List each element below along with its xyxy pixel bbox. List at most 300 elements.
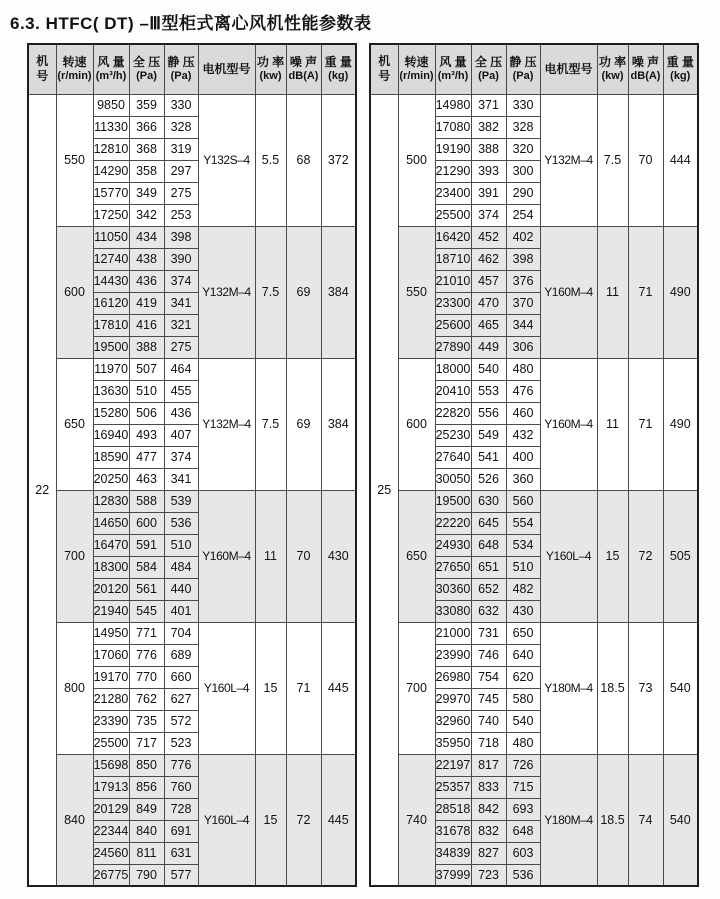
airflow-cell: 13630 xyxy=(93,380,129,402)
total-pressure-cell: 371 xyxy=(471,94,506,116)
static-pressure-cell: 728 xyxy=(164,798,198,820)
motor-model-cell: Y160M–4 xyxy=(540,226,597,358)
col-header-label: 电机型号 xyxy=(544,61,593,76)
static-pressure-cell: 726 xyxy=(506,754,540,776)
total-pressure-cell: 832 xyxy=(471,820,506,842)
col-header-unit: dB(A) xyxy=(288,69,319,82)
col-header-label: 电机型号 xyxy=(202,61,251,76)
noise-cell: 69 xyxy=(286,358,321,490)
col-header-label: 风 量 xyxy=(97,54,125,69)
col-header-label: 静 压 xyxy=(167,54,195,69)
power-cell: 15 xyxy=(255,754,286,886)
static-pressure-cell: 476 xyxy=(506,380,540,402)
static-pressure-cell: 539 xyxy=(164,490,198,512)
col-header-motor-model xyxy=(198,44,255,94)
airflow-cell: 11050 xyxy=(93,226,129,248)
airflow-cell: 30050 xyxy=(435,468,471,490)
static-pressure-cell: 432 xyxy=(506,424,540,446)
total-pressure-cell: 561 xyxy=(129,578,164,600)
weight-cell: 490 xyxy=(663,358,698,490)
table-row xyxy=(370,754,698,776)
motor-model-cell: Y180M–4 xyxy=(540,622,597,754)
airflow-cell: 23400 xyxy=(435,182,471,204)
airflow-cell: 12830 xyxy=(93,490,129,512)
total-pressure-cell: 849 xyxy=(129,798,164,820)
col-header-unit: (Pa) xyxy=(512,69,534,82)
weight-cell: 384 xyxy=(321,226,356,358)
col-header-unit: (Pa) xyxy=(170,69,192,82)
static-pressure-cell: 560 xyxy=(506,490,540,512)
col-header-unit: (kw) xyxy=(601,69,624,82)
airflow-cell: 17250 xyxy=(93,204,129,226)
static-pressure-cell: 376 xyxy=(506,270,540,292)
total-pressure-cell: 526 xyxy=(471,468,506,490)
speed-cell: 740 xyxy=(398,754,435,886)
power-cell: 7.5 xyxy=(597,94,628,226)
airflow-cell: 22344 xyxy=(93,820,129,842)
weight-cell: 505 xyxy=(663,490,698,622)
static-pressure-cell: 400 xyxy=(506,446,540,468)
airflow-cell: 25500 xyxy=(93,732,129,754)
motor-model-cell: Y132M–4 xyxy=(198,226,255,358)
static-pressure-cell: 776 xyxy=(164,754,198,776)
total-pressure-cell: 541 xyxy=(471,446,506,468)
total-pressure-cell: 388 xyxy=(471,138,506,160)
static-pressure-cell: 640 xyxy=(506,644,540,666)
total-pressure-cell: 549 xyxy=(471,424,506,446)
total-pressure-cell: 510 xyxy=(129,380,164,402)
airflow-cell: 27890 xyxy=(435,336,471,358)
total-pressure-cell: 457 xyxy=(471,270,506,292)
airflow-cell: 14290 xyxy=(93,160,129,182)
total-pressure-cell: 416 xyxy=(129,314,164,336)
col-header-noise xyxy=(628,44,663,94)
table-row xyxy=(28,754,356,776)
total-pressure-cell: 349 xyxy=(129,182,164,204)
weight-cell: 430 xyxy=(321,490,356,622)
total-pressure-cell: 545 xyxy=(129,600,164,622)
total-pressure-cell: 600 xyxy=(129,512,164,534)
col-header-total-pressure xyxy=(471,44,506,94)
static-pressure-cell: 401 xyxy=(164,600,198,622)
static-pressure-cell: 523 xyxy=(164,732,198,754)
col-header-label: 噪 声 xyxy=(631,54,660,69)
static-pressure-cell: 534 xyxy=(506,534,540,556)
static-pressure-cell: 436 xyxy=(164,402,198,424)
airflow-cell: 25500 xyxy=(435,204,471,226)
power-cell: 15 xyxy=(255,622,286,754)
total-pressure-cell: 746 xyxy=(471,644,506,666)
col-header-label: 重 量 xyxy=(666,54,694,69)
static-pressure-cell: 572 xyxy=(164,710,198,732)
col-header-label: 功 率 xyxy=(598,54,627,69)
total-pressure-cell: 470 xyxy=(471,292,506,314)
col-header-power xyxy=(255,44,286,94)
col-header-total-pressure xyxy=(129,44,164,94)
static-pressure-cell: 715 xyxy=(506,776,540,798)
static-pressure-cell: 390 xyxy=(164,248,198,270)
total-pressure-cell: 382 xyxy=(471,116,506,138)
total-pressure-cell: 388 xyxy=(129,336,164,358)
airflow-cell: 22197 xyxy=(435,754,471,776)
total-pressure-cell: 553 xyxy=(471,380,506,402)
total-pressure-cell: 462 xyxy=(471,248,506,270)
airflow-cell: 17810 xyxy=(93,314,129,336)
weight-cell: 444 xyxy=(663,94,698,226)
airflow-cell: 24930 xyxy=(435,534,471,556)
airflow-cell: 25357 xyxy=(435,776,471,798)
airflow-cell: 22220 xyxy=(435,512,471,534)
total-pressure-cell: 506 xyxy=(129,402,164,424)
col-header-label: 全 压 xyxy=(474,54,503,69)
static-pressure-cell: 330 xyxy=(164,94,198,116)
motor-model-cell: Y160M–4 xyxy=(540,358,597,490)
col-header-airflow xyxy=(93,44,129,94)
airflow-cell: 14650 xyxy=(93,512,129,534)
static-pressure-cell: 341 xyxy=(164,468,198,490)
motor-model-cell: Y160L–4 xyxy=(198,754,255,886)
static-pressure-cell: 480 xyxy=(506,732,540,754)
total-pressure-cell: 630 xyxy=(471,490,506,512)
total-pressure-cell: 449 xyxy=(471,336,506,358)
airflow-cell: 31678 xyxy=(435,820,471,842)
speed-cell: 550 xyxy=(398,226,435,358)
airflow-cell: 27650 xyxy=(435,556,471,578)
noise-cell: 68 xyxy=(286,94,321,226)
static-pressure-cell: 328 xyxy=(164,116,198,138)
airflow-cell: 26775 xyxy=(93,864,129,886)
airflow-cell: 19170 xyxy=(93,666,129,688)
static-pressure-cell: 253 xyxy=(164,204,198,226)
static-pressure-cell: 360 xyxy=(506,468,540,490)
col-header-unit: dB(A) xyxy=(630,69,661,82)
motor-model-cell: Y160M–4 xyxy=(198,490,255,622)
col-header-fan-number xyxy=(28,44,56,94)
total-pressure-cell: 840 xyxy=(129,820,164,842)
airflow-cell: 11330 xyxy=(93,116,129,138)
static-pressure-cell: 536 xyxy=(164,512,198,534)
noise-cell: 72 xyxy=(628,490,663,622)
total-pressure-cell: 762 xyxy=(129,688,164,710)
total-pressure-cell: 645 xyxy=(471,512,506,534)
airflow-cell: 12740 xyxy=(93,248,129,270)
table-row xyxy=(370,622,698,644)
airflow-cell: 25600 xyxy=(435,314,471,336)
total-pressure-cell: 391 xyxy=(471,182,506,204)
col-header-unit: (r/min) xyxy=(57,69,92,82)
static-pressure-cell: 480 xyxy=(506,358,540,380)
power-cell: 11 xyxy=(597,226,628,358)
col-header-airflow xyxy=(435,44,471,94)
weight-cell: 540 xyxy=(663,754,698,886)
power-cell: 15 xyxy=(597,490,628,622)
noise-cell: 71 xyxy=(628,358,663,490)
total-pressure-cell: 463 xyxy=(129,468,164,490)
speed-cell: 550 xyxy=(56,94,93,226)
power-cell: 7.5 xyxy=(255,226,286,358)
static-pressure-cell: 398 xyxy=(164,226,198,248)
static-pressure-cell: 320 xyxy=(506,138,540,160)
noise-cell: 72 xyxy=(286,754,321,886)
static-pressure-cell: 580 xyxy=(506,688,540,710)
airflow-cell: 9850 xyxy=(93,94,129,116)
static-pressure-cell: 455 xyxy=(164,380,198,402)
static-pressure-cell: 341 xyxy=(164,292,198,314)
speed-cell: 700 xyxy=(56,490,93,622)
col-header-static-pressure xyxy=(164,44,198,94)
total-pressure-cell: 735 xyxy=(129,710,164,732)
table-row xyxy=(28,94,356,116)
static-pressure-cell: 464 xyxy=(164,358,198,380)
speed-cell: 700 xyxy=(398,622,435,754)
static-pressure-cell: 482 xyxy=(506,578,540,600)
speed-cell: 600 xyxy=(56,226,93,358)
power-cell: 11 xyxy=(597,358,628,490)
speed-cell: 500 xyxy=(398,94,435,226)
static-pressure-cell: 300 xyxy=(506,160,540,182)
total-pressure-cell: 477 xyxy=(129,446,164,468)
static-pressure-cell: 660 xyxy=(164,666,198,688)
total-pressure-cell: 556 xyxy=(471,402,506,424)
airflow-cell: 19500 xyxy=(93,336,129,358)
total-pressure-cell: 493 xyxy=(129,424,164,446)
static-pressure-cell: 540 xyxy=(506,710,540,732)
total-pressure-cell: 811 xyxy=(129,842,164,864)
speed-cell: 800 xyxy=(56,622,93,754)
table-row xyxy=(28,358,356,380)
table-row xyxy=(28,490,356,512)
total-pressure-cell: 438 xyxy=(129,248,164,270)
airflow-cell: 16470 xyxy=(93,534,129,556)
airflow-cell: 21290 xyxy=(435,160,471,182)
static-pressure-cell: 627 xyxy=(164,688,198,710)
table-row xyxy=(370,358,698,380)
airflow-cell: 30360 xyxy=(435,578,471,600)
total-pressure-cell: 652 xyxy=(471,578,506,600)
static-pressure-cell: 620 xyxy=(506,666,540,688)
airflow-cell: 14950 xyxy=(93,622,129,644)
total-pressure-cell: 723 xyxy=(471,864,506,886)
total-pressure-cell: 452 xyxy=(471,226,506,248)
airflow-cell: 18300 xyxy=(93,556,129,578)
airflow-cell: 11970 xyxy=(93,358,129,380)
col-header-label: 功 率 xyxy=(256,54,285,69)
airflow-cell: 20120 xyxy=(93,578,129,600)
weight-cell: 540 xyxy=(663,622,698,754)
static-pressure-cell: 648 xyxy=(506,820,540,842)
col-header-label: 转速 xyxy=(62,54,87,69)
total-pressure-cell: 740 xyxy=(471,710,506,732)
total-pressure-cell: 374 xyxy=(471,204,506,226)
total-pressure-cell: 584 xyxy=(129,556,164,578)
static-pressure-cell: 650 xyxy=(506,622,540,644)
motor-model-cell: Y160L–4 xyxy=(198,622,255,754)
airflow-cell: 18000 xyxy=(435,358,471,380)
total-pressure-cell: 436 xyxy=(129,270,164,292)
total-pressure-cell: 817 xyxy=(471,754,506,776)
speed-cell: 600 xyxy=(398,358,435,490)
static-pressure-cell: 290 xyxy=(506,182,540,204)
table-row xyxy=(28,622,356,644)
static-pressure-cell: 760 xyxy=(164,776,198,798)
airflow-cell: 23990 xyxy=(435,644,471,666)
speed-cell: 650 xyxy=(398,490,435,622)
speed-cell: 650 xyxy=(56,358,93,490)
total-pressure-cell: 770 xyxy=(129,666,164,688)
col-header-label: 重 量 xyxy=(324,54,352,69)
airflow-cell: 18710 xyxy=(435,248,471,270)
total-pressure-cell: 827 xyxy=(471,842,506,864)
static-pressure-cell: 631 xyxy=(164,842,198,864)
speed-cell: 840 xyxy=(56,754,93,886)
static-pressure-cell: 330 xyxy=(506,94,540,116)
total-pressure-cell: 540 xyxy=(471,358,506,380)
noise-cell: 74 xyxy=(628,754,663,886)
static-pressure-cell: 577 xyxy=(164,864,198,886)
airflow-cell: 23390 xyxy=(93,710,129,732)
weight-cell: 445 xyxy=(321,754,356,886)
static-pressure-cell: 691 xyxy=(164,820,198,842)
static-pressure-cell: 297 xyxy=(164,160,198,182)
col-header-unit: (r/min) xyxy=(399,69,434,82)
noise-cell: 70 xyxy=(628,94,663,226)
tables-row xyxy=(0,43,720,887)
static-pressure-cell: 460 xyxy=(506,402,540,424)
static-pressure-cell: 510 xyxy=(506,556,540,578)
static-pressure-cell: 510 xyxy=(164,534,198,556)
col-header-speed xyxy=(398,44,435,94)
airflow-cell: 20129 xyxy=(93,798,129,820)
static-pressure-cell: 370 xyxy=(506,292,540,314)
airflow-cell: 33080 xyxy=(435,600,471,622)
total-pressure-cell: 731 xyxy=(471,622,506,644)
col-header-label: 机 号 xyxy=(36,54,49,84)
airflow-cell: 15698 xyxy=(93,754,129,776)
static-pressure-cell: 430 xyxy=(506,600,540,622)
airflow-cell: 21010 xyxy=(435,270,471,292)
airflow-cell: 16940 xyxy=(93,424,129,446)
col-header-label: 静 压 xyxy=(509,54,537,69)
airflow-cell: 34839 xyxy=(435,842,471,864)
col-header-label: 风 量 xyxy=(439,54,467,69)
total-pressure-cell: 842 xyxy=(471,798,506,820)
motor-model-cell: Y132S–4 xyxy=(198,94,255,226)
col-header-unit: (m³/h) xyxy=(95,69,127,82)
airflow-cell: 20250 xyxy=(93,468,129,490)
page-title: 6.3. HTFC( DT) –Ⅲ型柜式离心风机性能参数表 xyxy=(10,14,372,33)
static-pressure-cell: 536 xyxy=(506,864,540,886)
total-pressure-cell: 591 xyxy=(129,534,164,556)
airflow-cell: 21000 xyxy=(435,622,471,644)
col-header-power xyxy=(597,44,628,94)
airflow-cell: 28518 xyxy=(435,798,471,820)
total-pressure-cell: 648 xyxy=(471,534,506,556)
static-pressure-cell: 275 xyxy=(164,182,198,204)
static-pressure-cell: 407 xyxy=(164,424,198,446)
airflow-cell: 14980 xyxy=(435,94,471,116)
col-header-unit: (Pa) xyxy=(136,69,157,82)
motor-model-cell: Y132M–4 xyxy=(198,358,255,490)
static-pressure-cell: 440 xyxy=(164,578,198,600)
airflow-cell: 19190 xyxy=(435,138,471,160)
power-cell: 18.5 xyxy=(597,754,628,886)
airflow-cell: 32960 xyxy=(435,710,471,732)
col-header-label: 机 号 xyxy=(378,54,391,84)
airflow-cell: 17060 xyxy=(93,644,129,666)
noise-cell: 71 xyxy=(628,226,663,358)
total-pressure-cell: 465 xyxy=(471,314,506,336)
static-pressure-cell: 398 xyxy=(506,248,540,270)
airflow-cell: 17913 xyxy=(93,776,129,798)
airflow-cell: 21280 xyxy=(93,688,129,710)
static-pressure-cell: 321 xyxy=(164,314,198,336)
airflow-cell: 21940 xyxy=(93,600,129,622)
noise-cell: 73 xyxy=(628,622,663,754)
total-pressure-cell: 833 xyxy=(471,776,506,798)
total-pressure-cell: 790 xyxy=(129,864,164,886)
total-pressure-cell: 717 xyxy=(129,732,164,754)
table-row xyxy=(28,226,356,248)
col-header-fan-number xyxy=(370,44,398,94)
airflow-cell: 18590 xyxy=(93,446,129,468)
col-header-unit: (m³/h) xyxy=(437,69,469,82)
col-header-label: 噪 声 xyxy=(289,54,318,69)
static-pressure-cell: 344 xyxy=(506,314,540,336)
total-pressure-cell: 419 xyxy=(129,292,164,314)
total-pressure-cell: 771 xyxy=(129,622,164,644)
total-pressure-cell: 754 xyxy=(471,666,506,688)
col-header-speed xyxy=(56,44,93,94)
total-pressure-cell: 588 xyxy=(129,490,164,512)
static-pressure-cell: 689 xyxy=(164,644,198,666)
airflow-cell: 24560 xyxy=(93,842,129,864)
airflow-cell: 16120 xyxy=(93,292,129,314)
col-header-unit: (kg) xyxy=(670,69,691,82)
noise-cell: 69 xyxy=(286,226,321,358)
total-pressure-cell: 850 xyxy=(129,754,164,776)
col-header-static-pressure xyxy=(506,44,540,94)
total-pressure-cell: 393 xyxy=(471,160,506,182)
col-header-weight xyxy=(321,44,356,94)
total-pressure-cell: 745 xyxy=(471,688,506,710)
static-pressure-cell: 693 xyxy=(506,798,540,820)
fan-performance-table-left xyxy=(27,43,357,887)
power-cell: 11 xyxy=(255,490,286,622)
airflow-cell: 14430 xyxy=(93,270,129,292)
col-header-label: 全 压 xyxy=(132,54,161,69)
weight-cell: 372 xyxy=(321,94,356,226)
airflow-cell: 12810 xyxy=(93,138,129,160)
power-cell: 7.5 xyxy=(255,358,286,490)
total-pressure-cell: 366 xyxy=(129,116,164,138)
motor-model-cell: Y132M–4 xyxy=(540,94,597,226)
airflow-cell: 15280 xyxy=(93,402,129,424)
airflow-cell: 26980 xyxy=(435,666,471,688)
total-pressure-cell: 856 xyxy=(129,776,164,798)
col-header-motor-model xyxy=(540,44,597,94)
col-header-label: 转速 xyxy=(404,54,429,69)
airflow-cell: 16420 xyxy=(435,226,471,248)
airflow-cell: 27640 xyxy=(435,446,471,468)
table-row xyxy=(370,94,698,116)
total-pressure-cell: 434 xyxy=(129,226,164,248)
airflow-cell: 19500 xyxy=(435,490,471,512)
col-header-unit: (kw) xyxy=(259,69,282,82)
total-pressure-cell: 368 xyxy=(129,138,164,160)
col-header-unit: (Pa) xyxy=(478,69,499,82)
weight-cell: 490 xyxy=(663,226,698,358)
weight-cell: 445 xyxy=(321,622,356,754)
